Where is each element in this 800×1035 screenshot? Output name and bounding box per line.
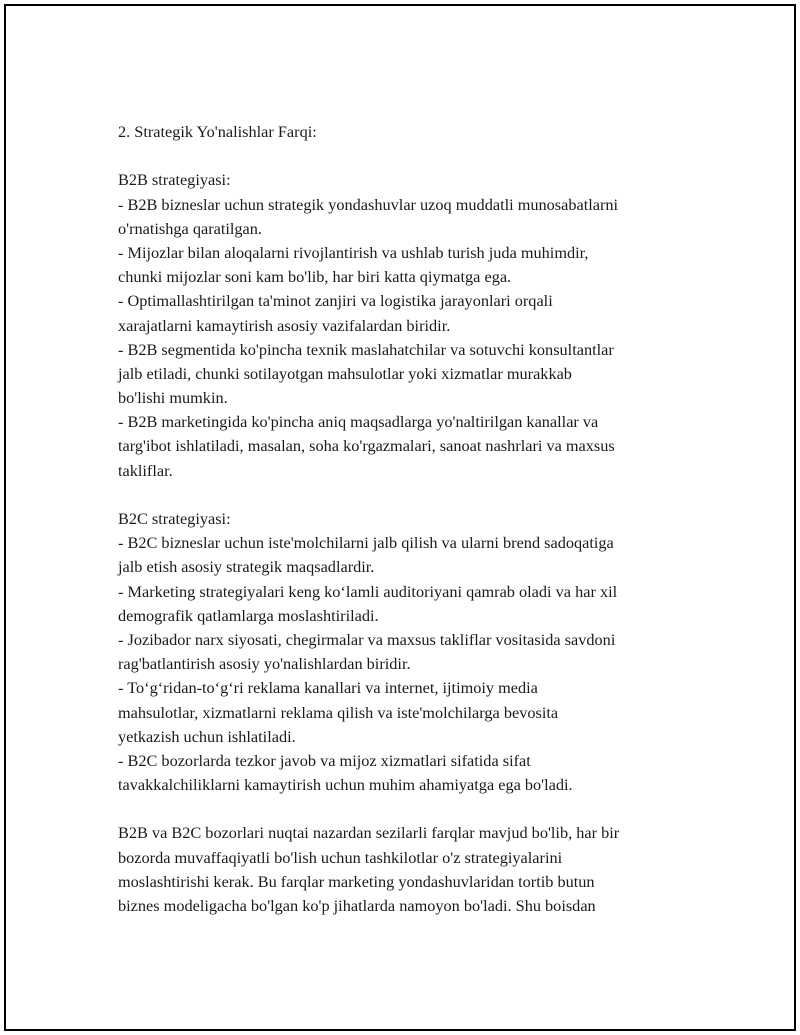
b2b-line: takliflar. [118,460,173,480]
conclusion-line: bozorda muvaffaqiyatli bo'lish uchun tashkilotlar o'z strategiyalarini [118,847,563,867]
b2b-line: o'rnatishga qaratilgan. [118,218,262,238]
b2c-line: - B2C bozorlarda tezkor javob va mijoz xizmatlari sifatida sifat [118,750,531,770]
section-heading: 2. Strategik Yo'nalishlar Farqi: [118,122,317,141]
b2b-line: chunki mijozlar soni kam bo'lib, har biri katta qiymatga ega. [118,267,512,287]
conclusion-line: B2B va B2C bozorlari nuqtai nazardan sezilarli farqlar mavjud bo'lib, har bir [118,823,620,843]
b2b-title: B2B strategiyasi: [118,170,231,190]
b2c-line: demografik qatlamlarga moslashtiriladi. [118,605,379,625]
b2b-line: xarajatlarni kamaytirish asosiy vazifalardan biridir. [118,315,451,335]
b2c-line: rag'batlantirish asosiy yo'nalishlardan biridir. [118,654,411,674]
b2b-line: jalb etiladi, chunki sotilayotgan mahsulotlar yoki xizmatlar murakkab [118,363,572,383]
b2c-line: yetkazish uchun ishlatiladi. [118,726,296,746]
b2b-line: - B2B segmentida ko'pincha texnik maslahatchilar va sotuvchi konsultantlar [118,339,614,359]
b2b-section [118,168,698,482]
b2b-line: bo'lishi mumkin. [118,388,228,408]
conclusion-line: moslashtirishi kerak. Bu farqlar marketing yondashuvlaridan tortib butun [118,871,595,891]
b2c-section [118,507,698,797]
b2c-title: B2C strategiyasi: [118,509,231,528]
b2b-line: - Mijozlar bilan aloqalarni rivojlantirish va ushlab turish juda muhimdir, [118,242,589,262]
document-body [118,120,698,918]
b2b-line: - B2B bizneslar uchun strategik yondashuvlar uzoq muddatli munosabatlarni [118,194,619,214]
b2c-line: jalb etish asosiy strategik maqsadlardir. [118,557,375,577]
spacer [118,797,698,821]
b2c-line: tavakkalchiliklarni kamaytirish uchun muhim ahamiyatga ega bo'ladi. [118,775,573,795]
conclusion-line: biznes modeligacha bo'lgan ko'p jihatlarda namoyon bo'ladi. Shu boisdan [118,896,596,915]
b2c-line: - B2C bizneslar uchun iste'molchilarni jalb qilish va ularni brend sadoqatiga [118,533,614,553]
b2c-line: mahsulotlar, xizmatlarni reklama qilish va iste'molchilarga bevosita [118,702,559,722]
spacer [118,483,698,507]
b2c-line: - Jozibador narx siyosati, chegirmalar va maxsus takliflar vositasida savdoni [118,629,616,649]
document-page [4,4,796,1031]
b2b-line: - B2B marketingida ko'pincha aniq maqsadlarga yo'naltirilgan kanallar va [118,412,599,432]
b2b-line: - Optimallashtirilgan ta'minot zanjiri va logistika jarayonlari orqali [118,291,553,311]
spacer [118,144,698,168]
b2b-line: targ'ibot ishlatiladi, masalan, soha ko'rgazmalari, sanoat nashrlari va maxsus [118,436,615,456]
b2c-line: - Marketing strategiyalari keng ko‘lamli auditoriyani qamrab oladi va har xil [118,581,618,601]
b2c-line: - To‘g‘ridan-to‘g‘ri reklama kanallari va internet, ijtimoiy media [118,678,538,698]
conclusion-paragraph [118,821,698,918]
